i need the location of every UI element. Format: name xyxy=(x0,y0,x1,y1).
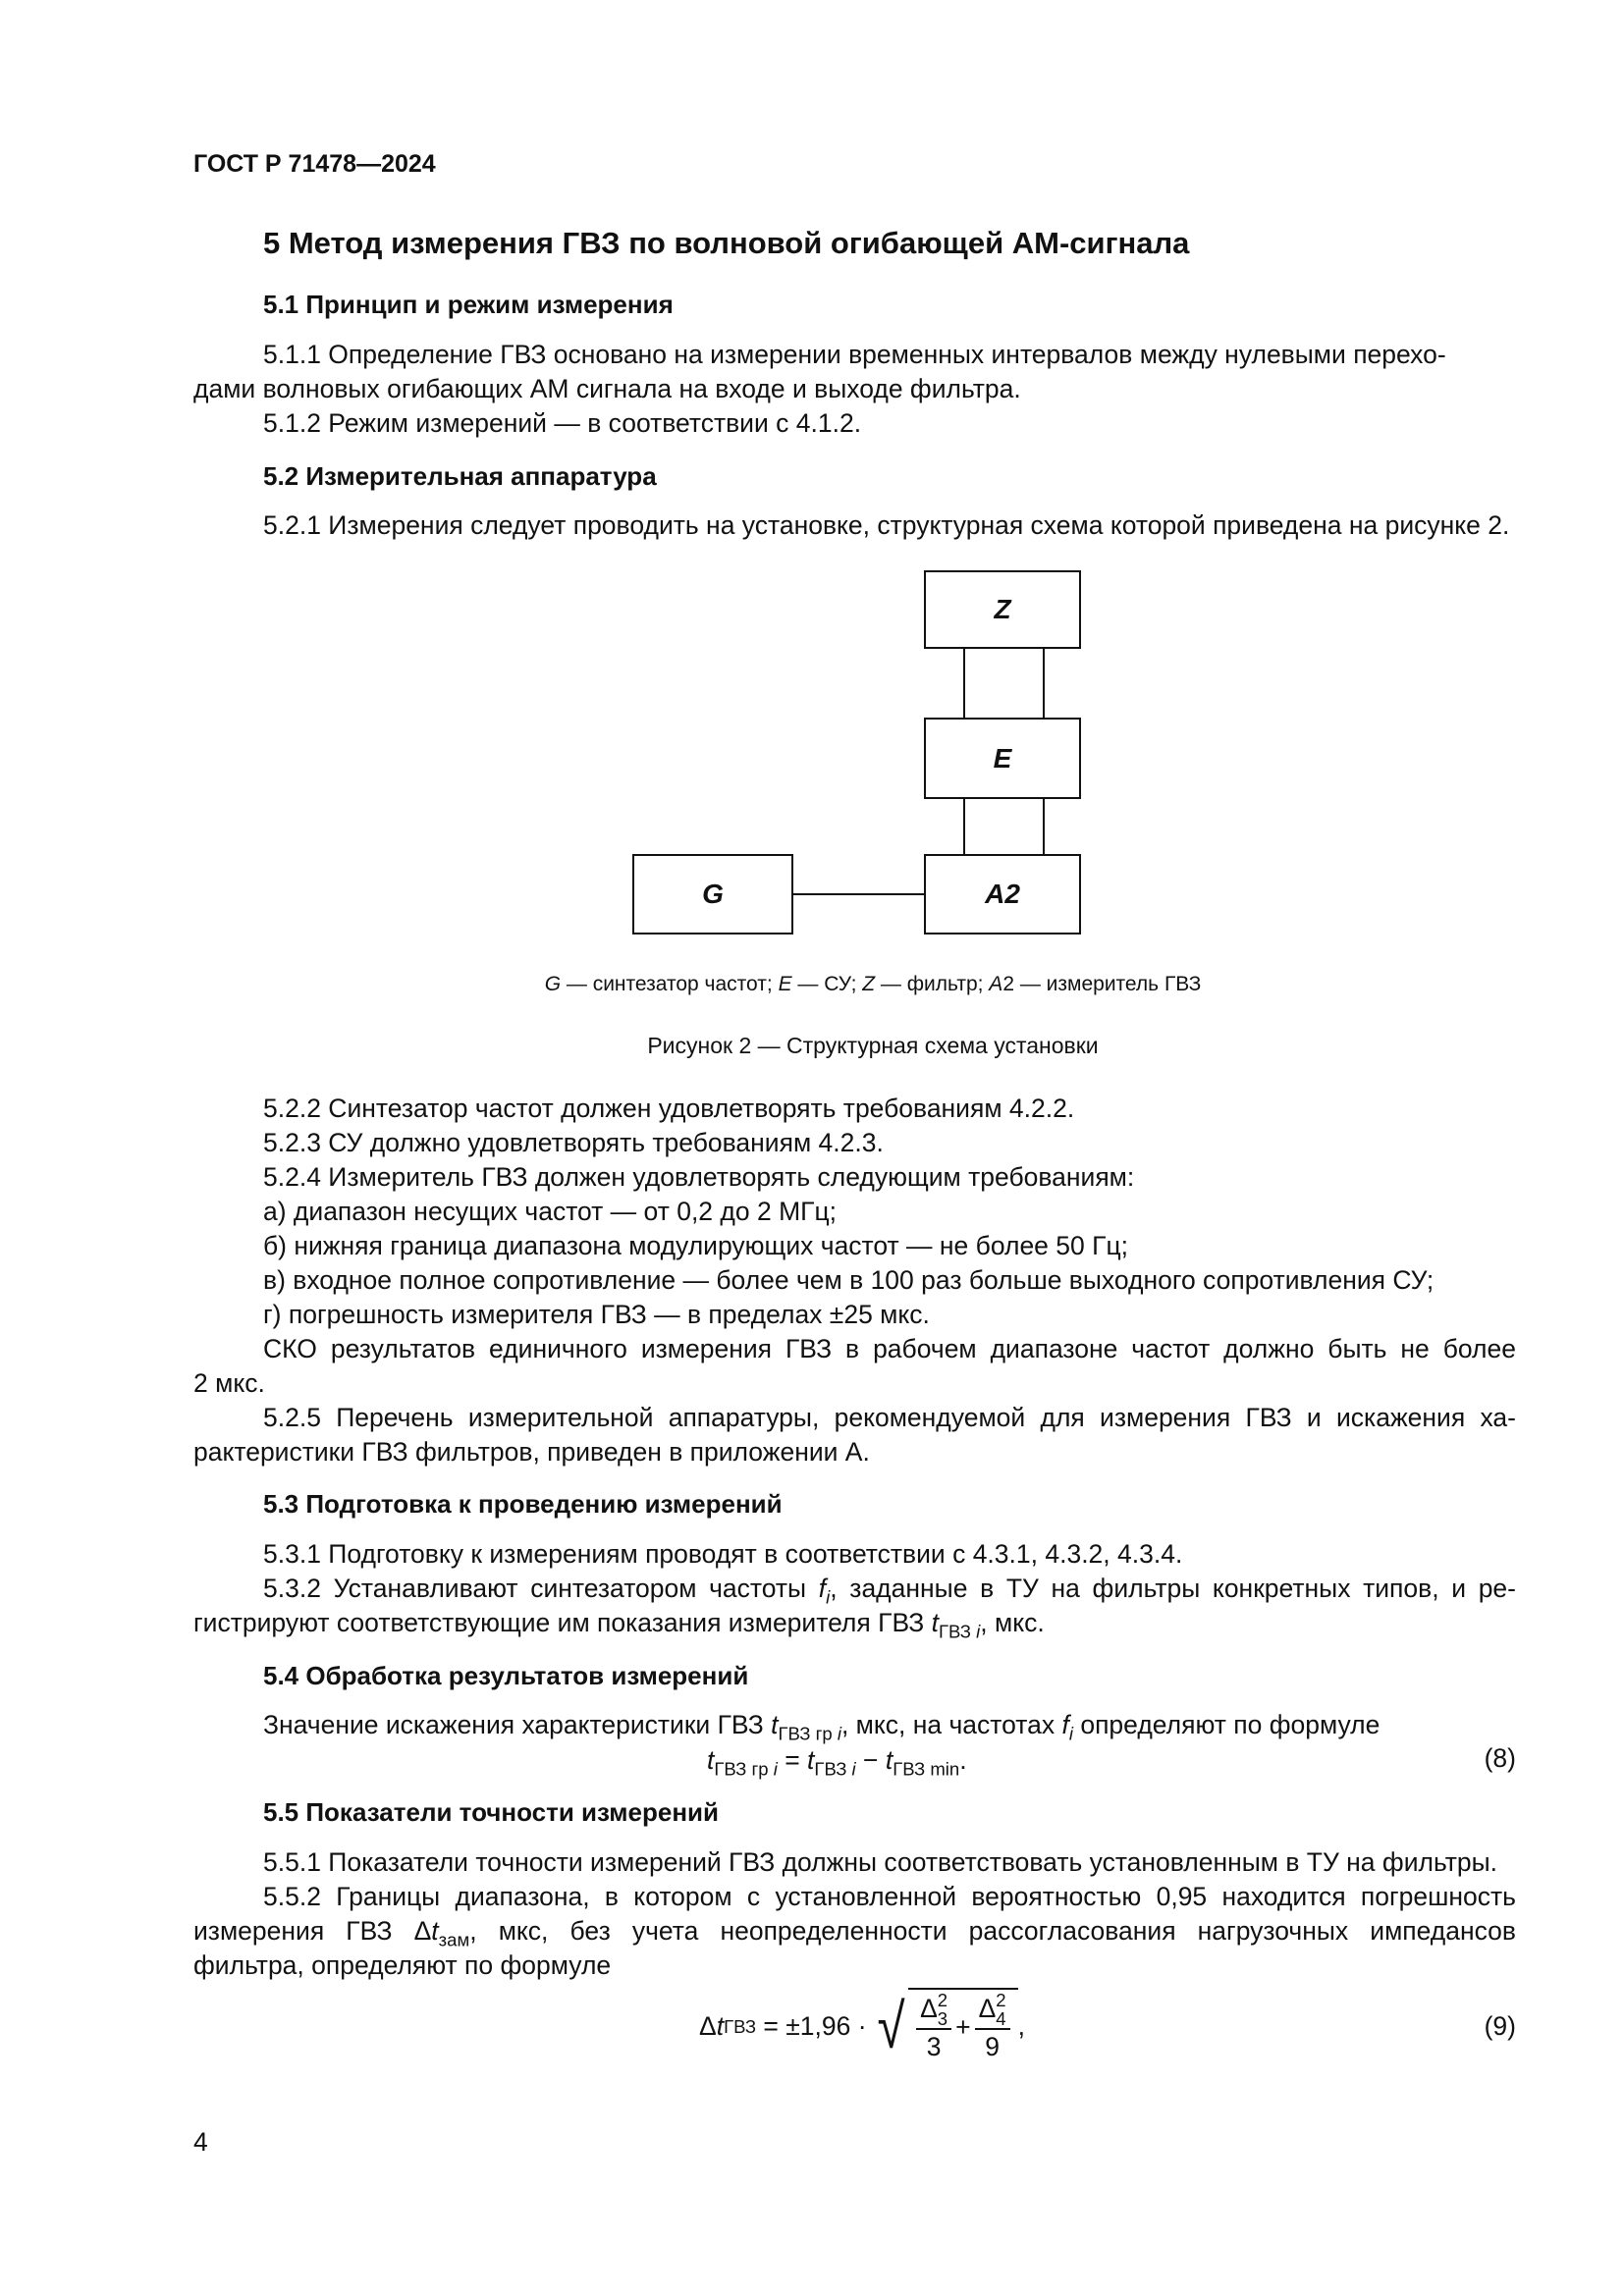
eq8-sub3: ГВЗ min xyxy=(893,1758,960,1780)
sqrt-sign-icon: √ xyxy=(877,1990,905,2061)
legend-e-text: — СУ; xyxy=(791,973,863,995)
eq9-n2-delta: Δ xyxy=(978,1993,997,2023)
figure-caption: Рисунок 2 — Структурная схема установки xyxy=(647,1033,1099,1058)
p532-text-d: , мкс. xyxy=(980,1608,1045,1637)
p552-text-b: , мкс, без учета неопределенности рассогласования нагрузочных импедансов xyxy=(469,1916,1516,1946)
equation-number-9: (9) xyxy=(1484,2011,1516,2041)
paragraph-5-1-1-line2: дами волновых огибающих АМ сигнала на входе и выходе фильтра. xyxy=(193,374,1021,403)
subsection-title-5-4: 5.4 Обработка результатов измерений xyxy=(263,1661,749,1690)
paragraph-5-2-2: 5.2.2 Синтезатор частот должен удовлетворять требованиям 4.2.2. xyxy=(263,1094,1075,1123)
page-number: 4 xyxy=(193,2127,208,2157)
p532-i-subscript: i xyxy=(826,1586,831,1608)
eq9-fraction-2 xyxy=(975,1992,1010,2065)
eq8-t2: t xyxy=(807,1745,815,1775)
eq8-sub2-i: i xyxy=(851,1758,856,1780)
eq8-sub1-i: i xyxy=(773,1758,778,1780)
legend-z-text: — фильтр; xyxy=(875,973,990,995)
paragraph-5-5-2-line3: фильтра, определяют по формуле xyxy=(193,1950,612,1980)
paragraph-sko-line2: 2 мкс. xyxy=(193,1368,265,1398)
eq8-sub2: ГВЗ xyxy=(814,1758,852,1780)
block-g: G xyxy=(632,854,793,934)
p532-text-a: 5.3.2 Устанавливают синтезатором частоты xyxy=(263,1574,819,1603)
eq8-end: . xyxy=(959,1745,967,1775)
paragraph-5-2-1: 5.2.1 Измерения следует проводить на установке, структурная схема которой приведена на рисунке 2. xyxy=(263,510,1510,540)
legend-e-symbol: E xyxy=(778,973,792,995)
legend-a2-text: 2 — измеритель ГВЗ xyxy=(1002,973,1202,995)
p54-text-b: , мкс, на частотах xyxy=(840,1710,1062,1739)
legend-g-text: — синтезатор частот; xyxy=(561,973,779,995)
p54-fi-subscript: i xyxy=(1068,1723,1073,1744)
list-item-a: а) диапазон несущих частот — от 0,2 до 2 МГц; xyxy=(263,1197,838,1226)
eq9-plus: + xyxy=(955,2012,971,2043)
subsection-title-5-1: 5.1 Принцип и режим измерения xyxy=(263,290,674,319)
eq8-t1: t xyxy=(707,1745,715,1775)
eq9-n2-sup: 2 xyxy=(996,1990,1006,2011)
p532-t-symbol: t xyxy=(931,1608,939,1637)
p552-t-symbol: t xyxy=(431,1916,439,1946)
equation-number-8: (8) xyxy=(1484,1743,1516,1773)
paragraph-sko-line1: СКО результатов единичного измерения ГВЗ в рабочем диапазоне частот должно быть не более xyxy=(263,1334,1516,1363)
p54-text-c: определяют по формуле xyxy=(1072,1710,1380,1739)
eq9-n1-delta: Δ xyxy=(920,1993,938,2023)
connector-z-e-left xyxy=(963,647,965,718)
p552-text-a: измерения ГВЗ Δ xyxy=(193,1916,432,1946)
eq9-numerator-2 xyxy=(975,1992,1010,2031)
paragraph-5-5-1: 5.5.1 Показатели точности измерений ГВЗ должны соответствовать установленным в ТУ на фильтры. xyxy=(263,1847,1497,1877)
block-a2: A2 xyxy=(924,854,1081,934)
eq9-end: , xyxy=(1017,2010,1025,2041)
eq9-sqrt xyxy=(874,1988,1018,2065)
p54-t-symbol: t xyxy=(771,1710,779,1739)
eq8-t3: t xyxy=(885,1745,893,1775)
p54-text-a: Значение искажения характеристики ГВЗ xyxy=(263,1710,772,1739)
p54-i-subscript: i xyxy=(837,1723,841,1744)
eq9-fraction-1 xyxy=(916,1992,951,2065)
paragraph-5-2-5-line1: 5.2.5 Перечень измерительной аппаратуры, рекомендуемой для измерения ГВЗ и искажения ха- xyxy=(263,1403,1516,1432)
eq9-denominator-1: 3 xyxy=(926,2032,942,2062)
p54-f-symbol: f xyxy=(1061,1710,1069,1739)
legend-z-symbol: Z xyxy=(862,973,876,995)
p552-zam-subscript: зам xyxy=(438,1929,470,1950)
p54-grp-subscript: ГВЗ гр xyxy=(778,1723,838,1744)
subsection-title-5-3: 5.3 Подготовка к проведению измерений xyxy=(263,1489,783,1519)
paragraph-5-2-3: 5.2.3 СУ должно удовлетворять требованиям 4.2.3. xyxy=(263,1128,884,1157)
eq9-rhs: = ±1,96 · xyxy=(756,2010,874,2041)
paragraph-5-1-2: 5.1.2 Режим измерений — в соответствии с 4.1.2. xyxy=(263,408,862,438)
paragraph-5-2-5-line2: рактеристики ГВЗ фильтров, приведен в приложении А. xyxy=(193,1437,870,1467)
paragraph-5-3-1: 5.3.1 Подготовку к измерениям проводят в соответствии с 4.3.1, 4.3.2, 4.3.4. xyxy=(263,1539,1183,1569)
equation-9 xyxy=(699,1981,1025,2071)
block-z: Z xyxy=(924,570,1081,649)
connector-e-a2-left xyxy=(963,797,965,856)
paragraph-5-1-1-line1: 5.1.1 Определение ГВЗ основано на измерении временных интервалов между нулевыми перехо- xyxy=(263,340,1446,369)
list-item-b: б) нижняя граница диапазона модулирующих частот — не более 50 Гц; xyxy=(263,1231,1129,1260)
eq9-n1-sub: 3 xyxy=(937,2007,948,2029)
paragraph-5-5-2-line1: 5.5.2 Границы диапазона, в котором с установленной вероятностью 0,95 находится погрешность xyxy=(263,1882,1516,1911)
document-header: ГОСТ Р 71478—2024 xyxy=(193,150,436,178)
p532-f-symbol: f xyxy=(818,1574,827,1603)
subsection-title-5-5: 5.5 Показатели точности измерений xyxy=(263,1797,720,1827)
figure-legend xyxy=(0,973,1624,996)
eq9-n2-sub: 4 xyxy=(996,2007,1006,2029)
legend-a2-symbol: A xyxy=(989,973,1003,995)
p532-text-c: гистрируют соответствующие им показания измерителя ГВЗ xyxy=(193,1608,932,1637)
eq9-radicand xyxy=(908,1988,1018,2065)
subsection-title-5-2: 5.2 Измерительная аппаратура xyxy=(263,461,657,491)
p532-i-subscript2: i xyxy=(976,1621,981,1642)
connector-g-a2 xyxy=(791,893,925,895)
eq9-delta: Δ xyxy=(699,2010,717,2041)
paragraph-5-2-4: 5.2.4 Измеритель ГВЗ должен удовлетворять следующим требованиям: xyxy=(263,1162,1135,1192)
eq9-numerator-1 xyxy=(916,1992,951,2031)
block-e: E xyxy=(924,718,1081,799)
paragraph-5-3-2-line2 xyxy=(193,1606,1045,1648)
list-item-v: в) входное полное сопротивление — более чем в 100 раз больше выходного сопротивления СУ; xyxy=(263,1265,1435,1295)
eq8-sub1: ГВЗ гр xyxy=(714,1758,774,1780)
eq9-t: t xyxy=(716,2010,725,2041)
equation-8: $t_{ГВЗ гр i} = t_{ГВЗ i} - t_{ГВЗ min}$. xyxy=(707,1745,967,1780)
connector-e-a2-right xyxy=(1043,797,1045,856)
legend-g-symbol: G xyxy=(544,973,562,995)
list-item-g: г) погрешность измерителя ГВЗ — в пределах ±25 мкс. xyxy=(263,1300,930,1329)
section-title: 5 Метод измерения ГВЗ по волновой огибающей АМ-сигнала xyxy=(263,226,1190,260)
eq9-denominator-2: 9 xyxy=(985,2032,1000,2062)
p532-gvz-subscript: ГВЗ xyxy=(939,1621,977,1642)
p532-text-b: , заданные в ТУ на фильтры конкретных типов, и ре- xyxy=(830,1574,1516,1603)
connector-z-e-right xyxy=(1043,647,1045,718)
eq9-n1-sup: 2 xyxy=(937,1990,948,2011)
eq9-gvz-subscript: ГВЗ xyxy=(724,2015,757,2037)
